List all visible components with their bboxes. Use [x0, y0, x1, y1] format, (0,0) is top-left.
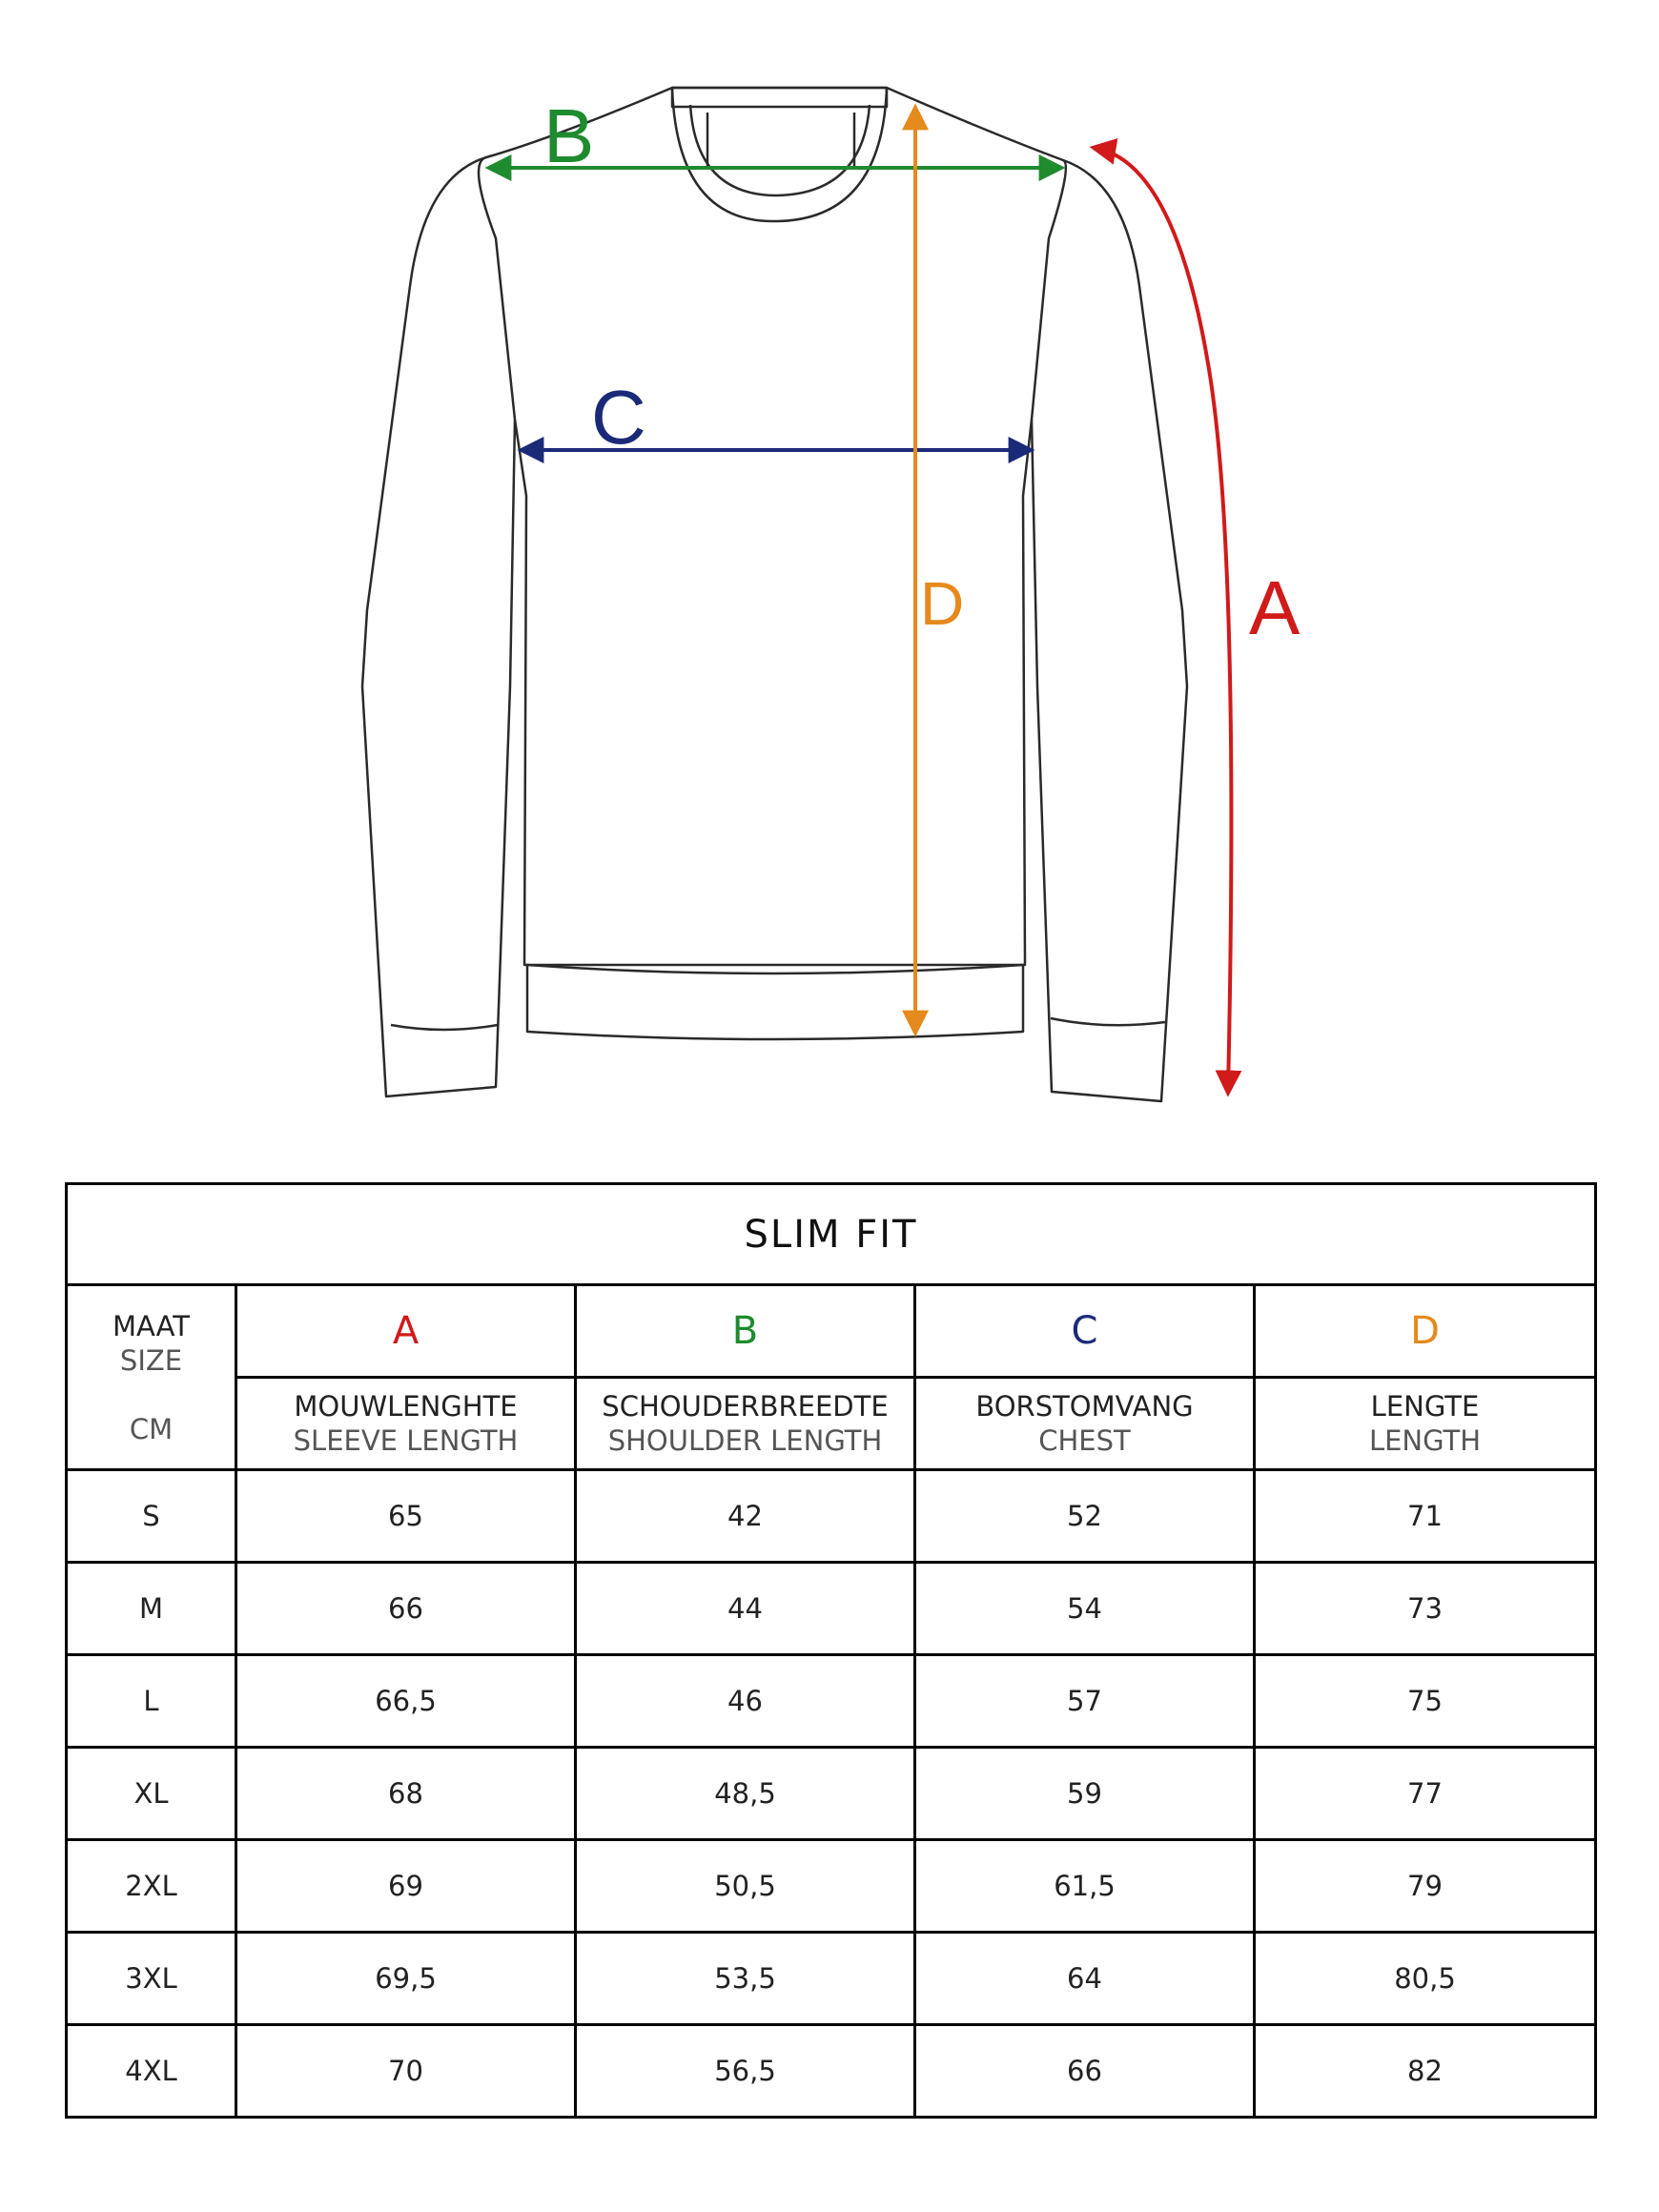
column-label-nl: MOUWLENGHTE [294, 1390, 518, 1423]
sweater-body [479, 88, 1066, 965]
table-row [67, 1840, 1596, 1933]
column-label-nl: LENGTE [1370, 1390, 1480, 1423]
value-cell: 50,5 [576, 1840, 915, 1933]
value-cell: 59 [915, 1748, 1255, 1840]
size-header-unit: CM [129, 1412, 174, 1445]
table-row [67, 2025, 1596, 2118]
size-table [65, 1182, 1597, 2119]
column-label-en: SLEEVE LENGTH [293, 1424, 519, 1457]
value-cell: 68 [236, 1748, 576, 1840]
size-cell: 2XL [67, 1840, 236, 1933]
sweater-outline [362, 88, 1187, 1101]
value-cell: 56,5 [576, 2025, 915, 2118]
value-cell: 65 [236, 1470, 576, 1563]
measure-A-label: A [1249, 565, 1301, 650]
column-header-chest [915, 1378, 1255, 1470]
neckline-inner [690, 105, 870, 195]
size-cell: L [67, 1655, 236, 1748]
neckline-back [672, 88, 887, 107]
left-sleeve [362, 157, 515, 1096]
hem-band [527, 965, 1023, 1039]
table-row [67, 1748, 1596, 1840]
value-cell: 44 [576, 1563, 915, 1655]
table-row [67, 1933, 1596, 2025]
value-cell: 75 [1255, 1655, 1596, 1748]
right-cuff [1051, 1018, 1165, 1025]
size-cell: 3XL [67, 1933, 236, 2025]
value-cell: 61,5 [915, 1840, 1255, 1933]
measure-B-label: B [543, 93, 595, 178]
value-cell: 80,5 [1255, 1933, 1596, 2025]
value-cell: 66,5 [236, 1655, 576, 1748]
table-title: SLIM FIT [67, 1184, 1596, 1285]
measure-A-arrow [1095, 148, 1231, 1092]
size-header-size: SIZE [119, 1343, 183, 1377]
value-cell: 52 [915, 1470, 1255, 1563]
size-header [67, 1285, 236, 1470]
value-cell: 42 [576, 1470, 915, 1563]
value-cell: 70 [236, 2025, 576, 2118]
value-cell: 66 [915, 2025, 1255, 2118]
left-cuff [391, 1025, 498, 1030]
value-cell: 69,5 [236, 1933, 576, 2025]
column-letter-A: A [236, 1285, 576, 1378]
column-letter-B: B [576, 1285, 915, 1378]
value-cell: 64 [915, 1933, 1255, 2025]
size-cell: 4XL [67, 2025, 236, 2118]
column-header-sleeve [236, 1378, 576, 1470]
table-row [67, 1655, 1596, 1748]
column-label-en: LENGTH [1368, 1424, 1482, 1457]
column-letter-C: C [915, 1285, 1255, 1378]
value-cell: 57 [915, 1655, 1255, 1748]
value-cell: 48,5 [576, 1748, 915, 1840]
column-label-en: CHEST [1038, 1424, 1131, 1457]
column-label-en: SHOULDER LENGTH [607, 1424, 883, 1457]
column-letter-D: D [1255, 1285, 1596, 1378]
column-header-shoulder [576, 1378, 915, 1470]
size-cell: M [67, 1563, 236, 1655]
size-header-maat: MAAT [113, 1309, 190, 1342]
size-cell: XL [67, 1748, 236, 1840]
value-cell: 66 [236, 1563, 576, 1655]
column-label-nl: BORSTOMVANG [975, 1390, 1194, 1423]
value-cell: 46 [576, 1655, 915, 1748]
value-cell: 77 [1255, 1748, 1596, 1840]
column-label-nl: SCHOUDERBREEDTE [602, 1390, 889, 1423]
table-row [67, 1563, 1596, 1655]
size-cell: S [67, 1470, 236, 1563]
column-header-length [1255, 1378, 1596, 1470]
value-cell: 82 [1255, 2025, 1596, 2118]
value-cell: 54 [915, 1563, 1255, 1655]
value-cell: 73 [1255, 1563, 1596, 1655]
measure-C-label: C [591, 375, 646, 460]
value-cell: 53,5 [576, 1933, 915, 2025]
value-cell: 69 [236, 1840, 576, 1933]
right-sleeve [1032, 160, 1187, 1101]
value-cell: 79 [1255, 1840, 1596, 1933]
measure-D-label: D [920, 569, 965, 638]
table-row [67, 1470, 1596, 1563]
value-cell: 71 [1255, 1470, 1596, 1563]
